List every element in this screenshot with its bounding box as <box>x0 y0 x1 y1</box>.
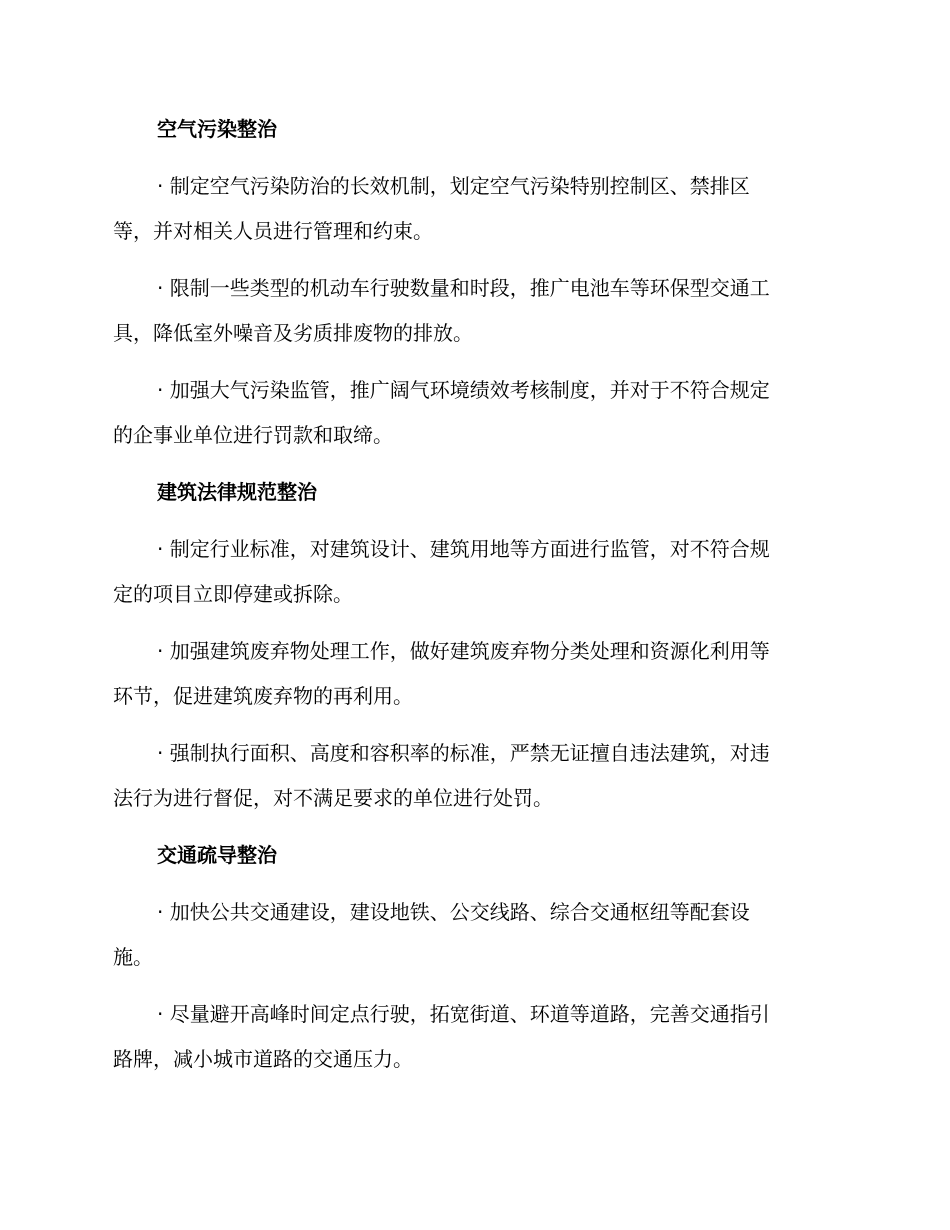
bullet-paragraph <box>113 992 833 1082</box>
text-line: · 强制执行面积、高度和容积率的标准，严禁无证擅自违法建筑，对违 <box>157 741 770 765</box>
bullet-paragraph <box>113 629 833 719</box>
text-line: · 限制一些类型的机动车行驶数量和时段，推广电池车等环保型交通工 <box>157 276 770 300</box>
text-line: 空气污染整治 <box>157 117 277 141</box>
bullet-paragraph <box>113 266 833 356</box>
text-line: 施。 <box>113 945 153 969</box>
text-line: 法行为进行督促，对不满足要求的单位进行处罚。 <box>113 786 553 810</box>
section-heading <box>113 470 833 515</box>
text-line: · 制定行业标准，对建筑设计、建筑用地等方面进行监管，对不符合规 <box>157 537 770 561</box>
text-line: 环节，促进建筑废弃物的再利用。 <box>113 684 413 708</box>
text-line: · 加强大气污染监管，推广阔气环境绩效考核制度，并对于不符合规定 <box>157 378 770 402</box>
bullet-paragraph <box>113 164 833 254</box>
bullet-paragraph <box>113 368 833 458</box>
text-line: · 尽量避开高峰时间定点行驶，拓宽街道、环道等道路，完善交通指引 <box>157 1002 770 1026</box>
text-line: 定的项目立即停建或拆除。 <box>113 582 353 606</box>
text-line: · 制定空气污染防治的长效机制，划定空气污染特别控制区、禁排区 <box>157 174 750 198</box>
text-line: 具，降低室外噪音及劣质排废物的排放。 <box>113 321 473 345</box>
text-line: · 加快公共交通建设，建设地铁、公交线路、综合交通枢纽等配套设 <box>157 900 750 924</box>
bullet-paragraph <box>113 890 833 980</box>
bullet-paragraph <box>113 527 833 617</box>
bullet-paragraph <box>113 731 833 821</box>
document-body <box>113 107 833 1094</box>
text-line: 建筑法律规范整治 <box>157 480 317 504</box>
text-line: 交通疏导整治 <box>157 843 277 867</box>
text-line: · 加强建筑废弃物处理工作，做好建筑废弃物分类处理和资源化利用等 <box>157 639 770 663</box>
text-line: 等，并对相关人员进行管理和约束。 <box>113 219 433 243</box>
section-heading <box>113 107 833 152</box>
text-line: 的企事业单位进行罚款和取缔。 <box>113 423 393 447</box>
section-heading <box>113 833 833 878</box>
text-line: 路牌，减小城市道路的交通压力。 <box>113 1047 413 1071</box>
